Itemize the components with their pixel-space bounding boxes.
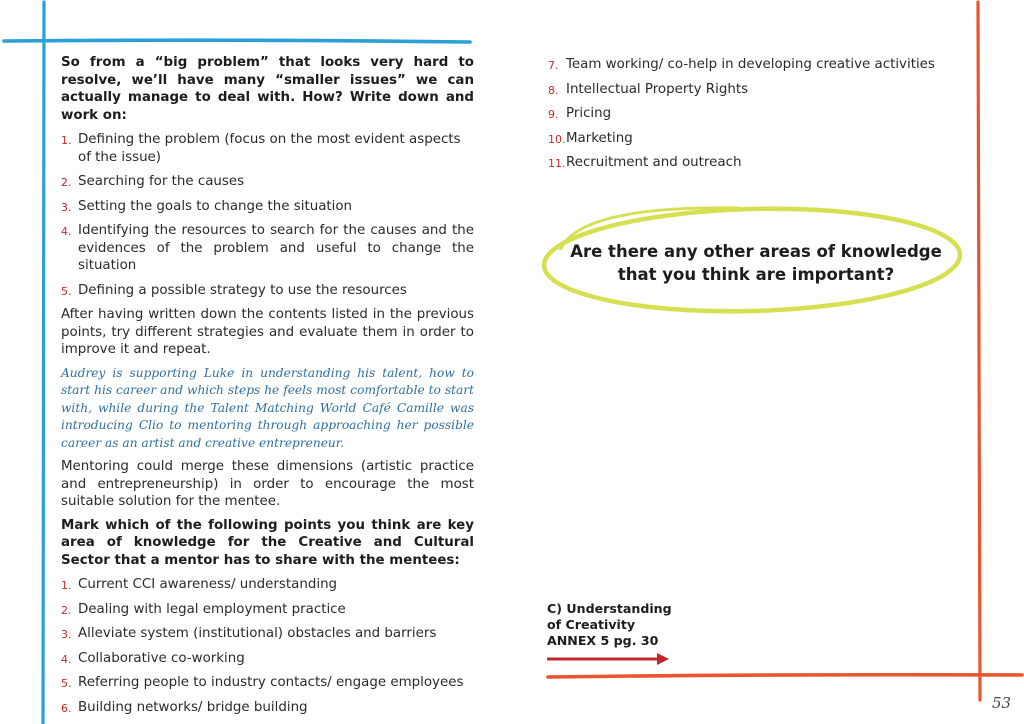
list-item: 1. Defining the problem (focus on the most evident aspects of the issue) [61,132,461,165]
question-line-1: Are there any other areas of knowledge [570,242,942,261]
list-item: 3. Alleviate system (institutional) obstacles and barriers [61,626,437,641]
list-item: 6. Building networks/ bridge building [61,699,308,715]
intro-paragraph: So from a “big problem” that looks very hard to resolve, we’ll have many “smaller issues” we can actually manage to deal with. How? Write down and work on: [61,55,474,123]
annex-line-3: ANNEX 5 pg. 30 [547,633,659,648]
list-item: 7. Team working/ co-help in developing creative activities [548,57,935,72]
list-item: 5. Defining a possible strategy to use the resources [61,282,407,298]
blue-vertical-rule [43,2,44,724]
right-column [548,56,958,179]
blue-horizontal-rule [4,40,470,42]
after-paragraph: After having written down the contents listed in the previous points, try different strategies and evaluate them in order to improve it and repeat. [61,307,474,357]
question-callout [556,240,956,286]
list-item: 10. Marketing [548,130,633,146]
orange-vertical-rule [978,2,980,700]
annex-line-2: of Creativity [547,617,636,632]
left-column [61,54,474,723]
annex-line-1: C) Understanding [547,601,672,616]
list-item: 9. Pricing [548,106,612,121]
list-item: 4. Collaborative co-working [61,650,245,666]
areas-list-right [548,56,958,172]
mark-paragraph: Mark which of the following points you think are key area of knowledge for the Creative and Cultural Sector that a mentor has to share with the mentees: [61,517,474,568]
annex-reference[interactable] [547,601,707,649]
list-item: 3. Setting the goals to change the situation [61,198,353,214]
list-item: 2. Dealing with legal employment practice [61,601,346,617]
list-item: 5. Referring people to industry contacts/ engage employees [61,675,464,690]
mentoring-paragraph: Mentoring could merge these dimensions (artistic practice and entrepreneurship) in order to encourage the most suitable solution for the mentee. [61,459,474,509]
story-paragraph: Audrey is supporting Luke in understanding his talent, how to start his career and which steps he feels most comfortable to start with, while during the Talent Matching World Café Camille was introducing Clio to mentoring through approaching her possible career as an artist and creative entrepreneur. [61,365,474,450]
question-line-2: that you think are important? [617,265,895,284]
list-item: 11. Recruitment and outreach [548,155,742,170]
steps-list [61,131,474,299]
list-item: 2. Searching for the causes [61,174,245,189]
page-number: 53 [992,694,1012,712]
annex-arrow-icon [547,653,669,665]
orange-horizontal-rule [548,675,1022,677]
list-item: 8. Intellectual Property Rights [548,81,749,97]
list-item: 4. Identifying the resources to search for the causes and the evidences of the problem and useful to change the situation [61,223,474,273]
areas-list-left [61,576,474,716]
list-item: 1. Current CCI awareness/ understanding [61,577,338,592]
